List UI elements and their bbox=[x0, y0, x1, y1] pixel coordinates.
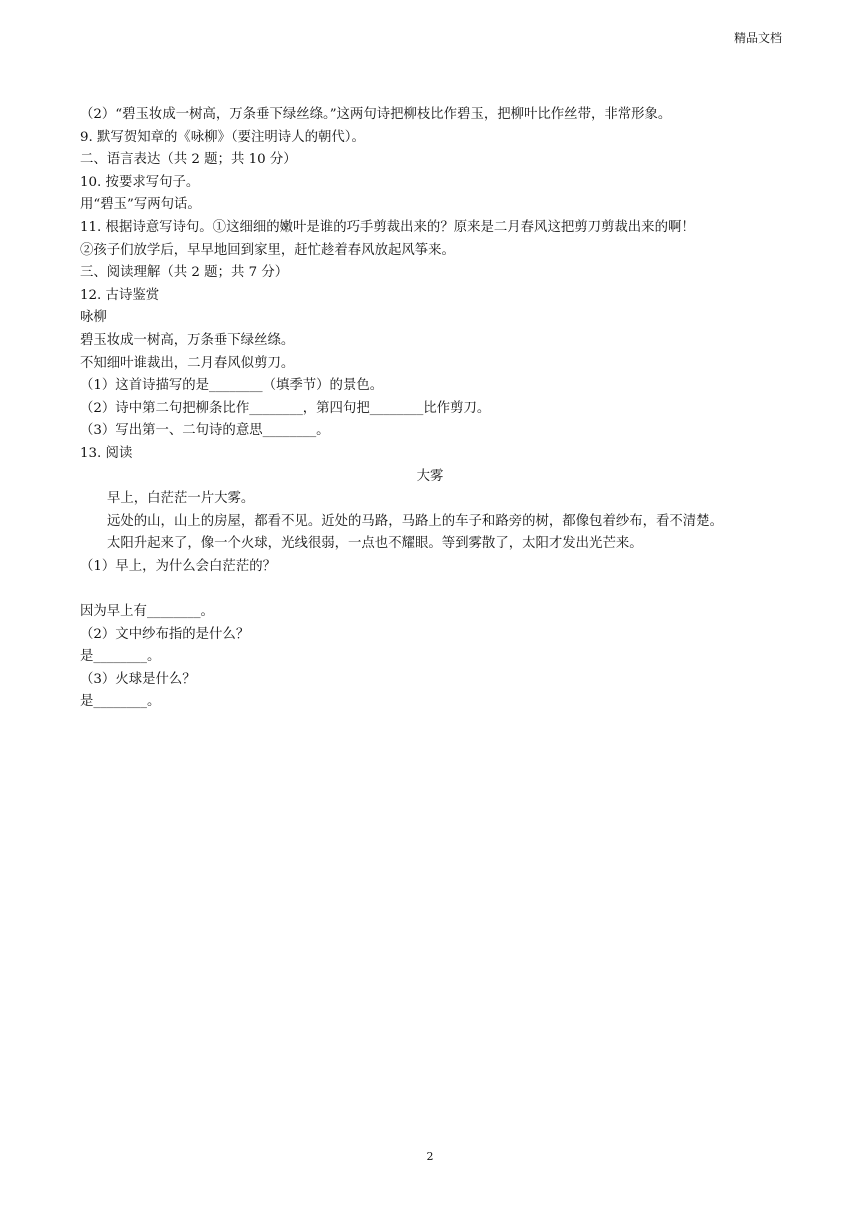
q12-part3: （3）写出第一、二句诗的意思________。 bbox=[80, 423, 330, 439]
passage-title: 大雾 bbox=[416, 468, 444, 484]
q13-part1: （1）早上，为什么会白茫茫的？ bbox=[80, 558, 276, 574]
blank-line bbox=[80, 578, 780, 601]
q10-instruction: 用“碧玉”写两句话。 bbox=[80, 197, 201, 213]
q13-part3: （3）火球是什么？ bbox=[80, 671, 196, 687]
q12-part2: （2）诗中第二句把柳条比作________，第四句把________比作剪刀。 bbox=[80, 400, 491, 416]
q13-part3-answer: 是________。 bbox=[80, 694, 161, 710]
q11-line2: ②孩子们放学后，早早地回到家里，赶忙趁着春风放起风筝来。 bbox=[80, 242, 455, 258]
passage-paragraph-1: 早上，白茫茫一片大雾。 bbox=[107, 491, 255, 507]
passage-paragraph-2: 远处的山，山上的房屋，都看不见。近处的马路，马路上的车子和路旁的树，都像包着纱布，看不清楚。 bbox=[107, 513, 723, 529]
q10-question: 10. 按要求写句子。 bbox=[80, 174, 200, 190]
header-label: 精品文档 bbox=[733, 31, 782, 45]
document-body bbox=[80, 104, 780, 714]
poem-line2: 不知细叶谁裁出，二月春风似剪刀。 bbox=[80, 355, 295, 371]
q8-part2: （2）“碧玉妆成一树高，万条垂下绿丝绦。”这两句诗把柳枝比作碧玉，把柳叶比作丝带，非常形象。 bbox=[80, 107, 672, 122]
q13-part1-answer: 因为早上有________。 bbox=[80, 604, 214, 620]
q11-line1: 11. 根据诗意写诗句。①这细细的嫩叶是谁的巧手剪裁出来的？原来是二月春风这把剪刀剪裁出来的啊！ bbox=[80, 219, 695, 235]
q13-question: 13. 阅读 bbox=[80, 445, 133, 461]
poem-title: 咏柳 bbox=[80, 310, 107, 326]
passage-paragraph-3: 太阳升起来了，像一个火球，光线很弱，一点也不耀眼。等到雾散了，太阳才发出光芒来。 bbox=[107, 536, 643, 552]
q12-question: 12. 古诗鉴赏 bbox=[80, 287, 160, 303]
page-number: 2 bbox=[426, 1150, 434, 1163]
q9-question: 9. 默写贺知章的《咏柳》（要注明诗人的朝代）。 bbox=[80, 129, 365, 145]
q12-part1: （1）这首诗描写的是________（填季节）的景色。 bbox=[80, 378, 384, 394]
q13-part2: （2）文中纱布指的是什么？ bbox=[80, 626, 250, 642]
section2-heading: 二、语言表达（共 2 题；共 10 分） bbox=[80, 152, 297, 168]
section3-heading: 三、阅读理解（共 2 题；共 7 分） bbox=[80, 265, 289, 281]
poem-line1: 碧玉妆成一树高，万条垂下绿丝绦。 bbox=[80, 332, 295, 348]
q13-part2-answer: 是________。 bbox=[80, 649, 161, 665]
